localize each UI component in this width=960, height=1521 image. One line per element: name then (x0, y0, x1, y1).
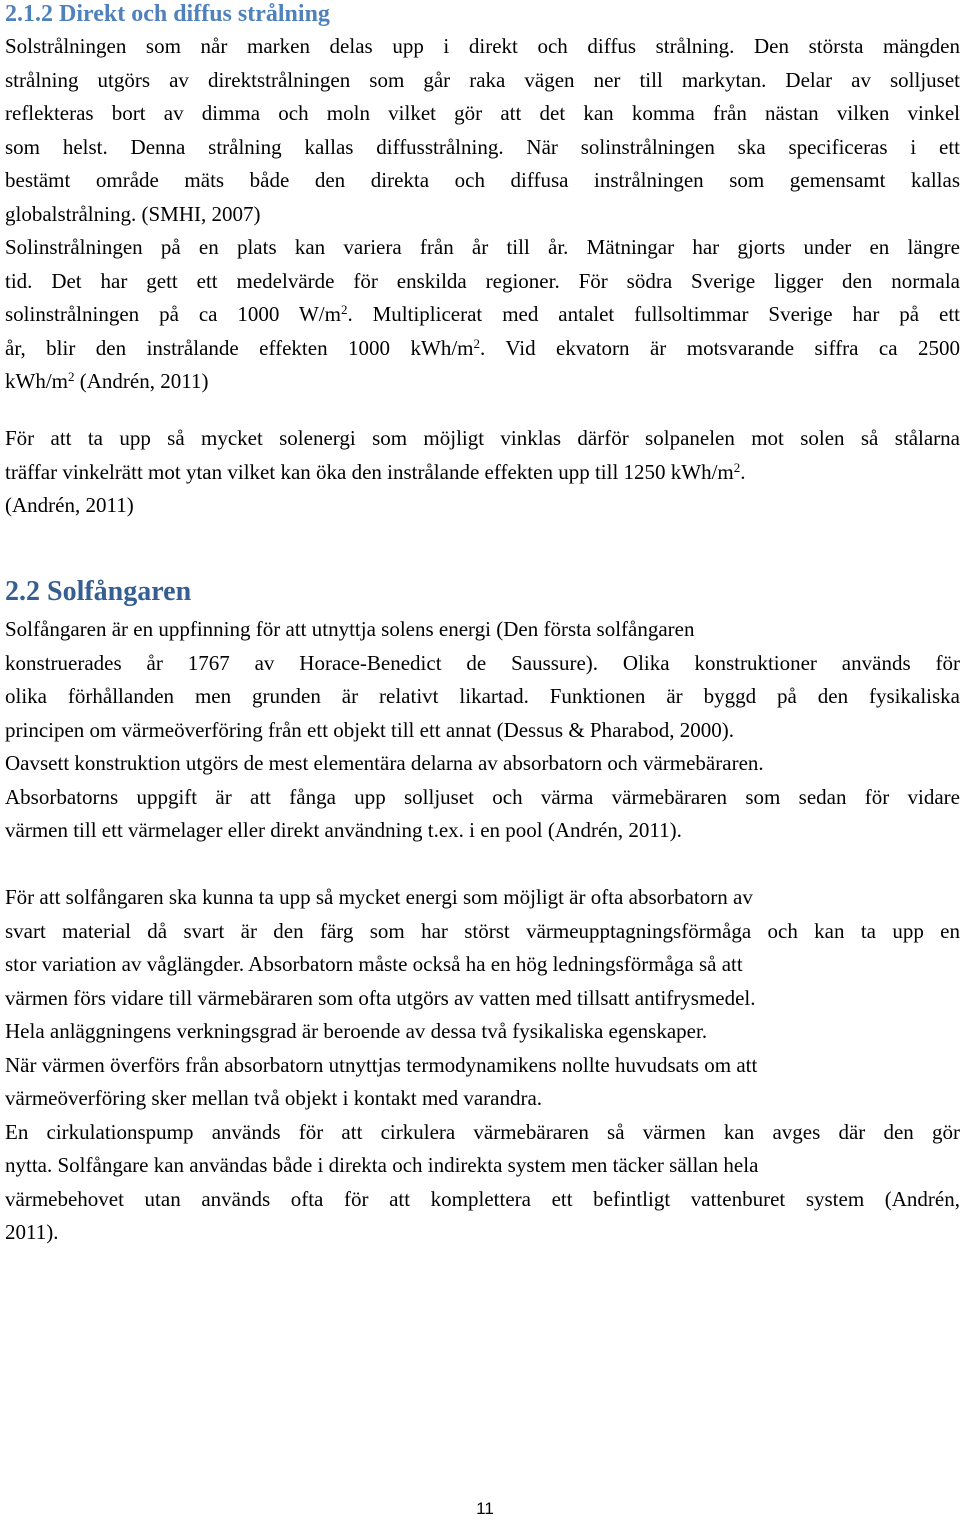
text-line (5, 365, 960, 399)
text-segment: år, blir den instrålande effekten 1000 kWh/m (5, 335, 474, 360)
text-line: stor variation av våglängder. Absorbatorn måste också ha en hög ledningsförmåga så att (5, 952, 743, 977)
text-line: För att ta upp så mycket solenergi som möjligt vinklas därför solpanelen mot solen så stålarna (5, 426, 960, 450)
text-line: 2011). (5, 1220, 59, 1245)
text-line: konstruerades år 1767 av Horace-Benedict de Saussure). Olika konstruktioner används för (5, 650, 960, 675)
text-line (5, 456, 960, 490)
text-line: reflekteras bort av dimma och moln vilket gör att det kan komma från nästan vilken vinkel (5, 101, 960, 126)
paragraph-solfangaren (5, 613, 960, 848)
text-segment: . (740, 459, 746, 484)
paragraph-direkt-diffus (5, 30, 960, 399)
text-line: En cirkulationspump används för att cirkulera värmebäraren så värmen kan avges där den gör (5, 1119, 960, 1144)
text-line: globalstrålning. (SMHI, 2007) (5, 201, 261, 226)
text-line: Absorbatorns uppgift är att fånga upp solljuset och värma värmebäraren som sedan för vidare (5, 784, 960, 809)
text-line: principen om värmeöverföring från ett objekt till ett annat (Dessus & Pharabod, 2000). (5, 717, 734, 742)
text-segment: . Multiplicerat med antalet fullsoltimmar Sverige har på ett (347, 302, 960, 327)
text-line: värmebehovet utan används ofta för att komplettera ett befintligt vattenburet system (Andrén, (5, 1186, 960, 1211)
section-heading-2-2: 2.2 Solfångaren (5, 576, 192, 607)
text-line: strålning utgörs av direktstrålningen som går raka vägen ner till markytan. Delar av solljuset (5, 67, 960, 92)
superscript: 2 (68, 369, 75, 385)
page-number: 11 (476, 1499, 494, 1518)
text-segment: (Andrén, 2011) (74, 369, 209, 394)
text-line (5, 298, 960, 332)
text-line: Solfångaren är en uppfinning för att utnyttja solens energi (Den första solfångaren (5, 617, 695, 641)
text-line: bestämt område mäts både den direkta och diffusa instrålningen som gemensamt kallas (5, 168, 960, 193)
text-segment: träffar vinkelrätt mot ytan vilket kan öka den instrålande effekten upp till 1250 kWh/m (5, 459, 734, 484)
text-line: nytta. Solfångare kan användas både i direkta och indirekta system men täcker sällan hela (5, 1153, 759, 1178)
text-line: För att solfångaren ska kunna ta upp så mycket energi som möjligt är ofta absorbatorn av (5, 885, 753, 909)
text-segment: solinstrålningen på ca 1000 W/m (5, 302, 341, 327)
paragraph-absorbator (5, 881, 960, 1250)
superscript: 2 (340, 302, 348, 318)
text-line: svart material då svart är den färg som har störst värmeupptagningsförmåga och kan ta upp en (5, 918, 960, 943)
text-line: Solinstrålningen på en plats kan variera från år till år. Mätningar har gjorts under en längre (5, 235, 960, 260)
text-line: (Andrén, 2011) (5, 493, 134, 518)
text-line: tid. Det har gett ett medelvärde för enskilda regioner. För södra Sverige ligger den normala (5, 268, 960, 293)
text-line: som helst. Denna strålning kallas diffusstrålning. När solinstrålningen ska specificeras i ett (5, 134, 960, 159)
text-line: När värmen överförs från absorbatorn utnyttjas termodynamikens nollte huvudsats om att (5, 1052, 758, 1077)
text-line (5, 332, 960, 366)
text-line: Solstrålningen som når marken delas upp i direkt och diffus strålning. Den största mängden (5, 34, 960, 58)
text-line: Hela anläggningens verkningsgrad är beroende av dessa två fysikaliska egenskaper. (5, 1019, 708, 1044)
text-line: Oavsett konstruktion utgörs de mest elementära delarna av absorbatorn och värmebäraren. (5, 751, 764, 776)
text-segment: kWh/m (5, 369, 68, 394)
text-line: värmeöverföring sker mellan två objekt i kontakt med varandra. (5, 1086, 543, 1111)
superscript: 2 (733, 459, 741, 475)
text-line: värmen till ett värmelager eller direkt användning t.ex. i en pool (Andrén, 2011). (5, 818, 682, 843)
text-segment: . Vid ekvatorn är motsvarande siffra ca 2500 (480, 335, 960, 360)
text-line: olika förhållanden men grunden är relativt likartad. Funktionen är byggd på den fysikaliska (5, 684, 960, 709)
superscript: 2 (473, 335, 481, 351)
paragraph-vinkling (5, 422, 960, 523)
section-heading-2-1-2: 2.1.2 Direkt och diffus strålning (5, 1, 330, 27)
text-line: värmen förs vidare till värmebäraren som ofta utgörs av vatten med tillsatt antifrysmedel. (5, 985, 756, 1010)
